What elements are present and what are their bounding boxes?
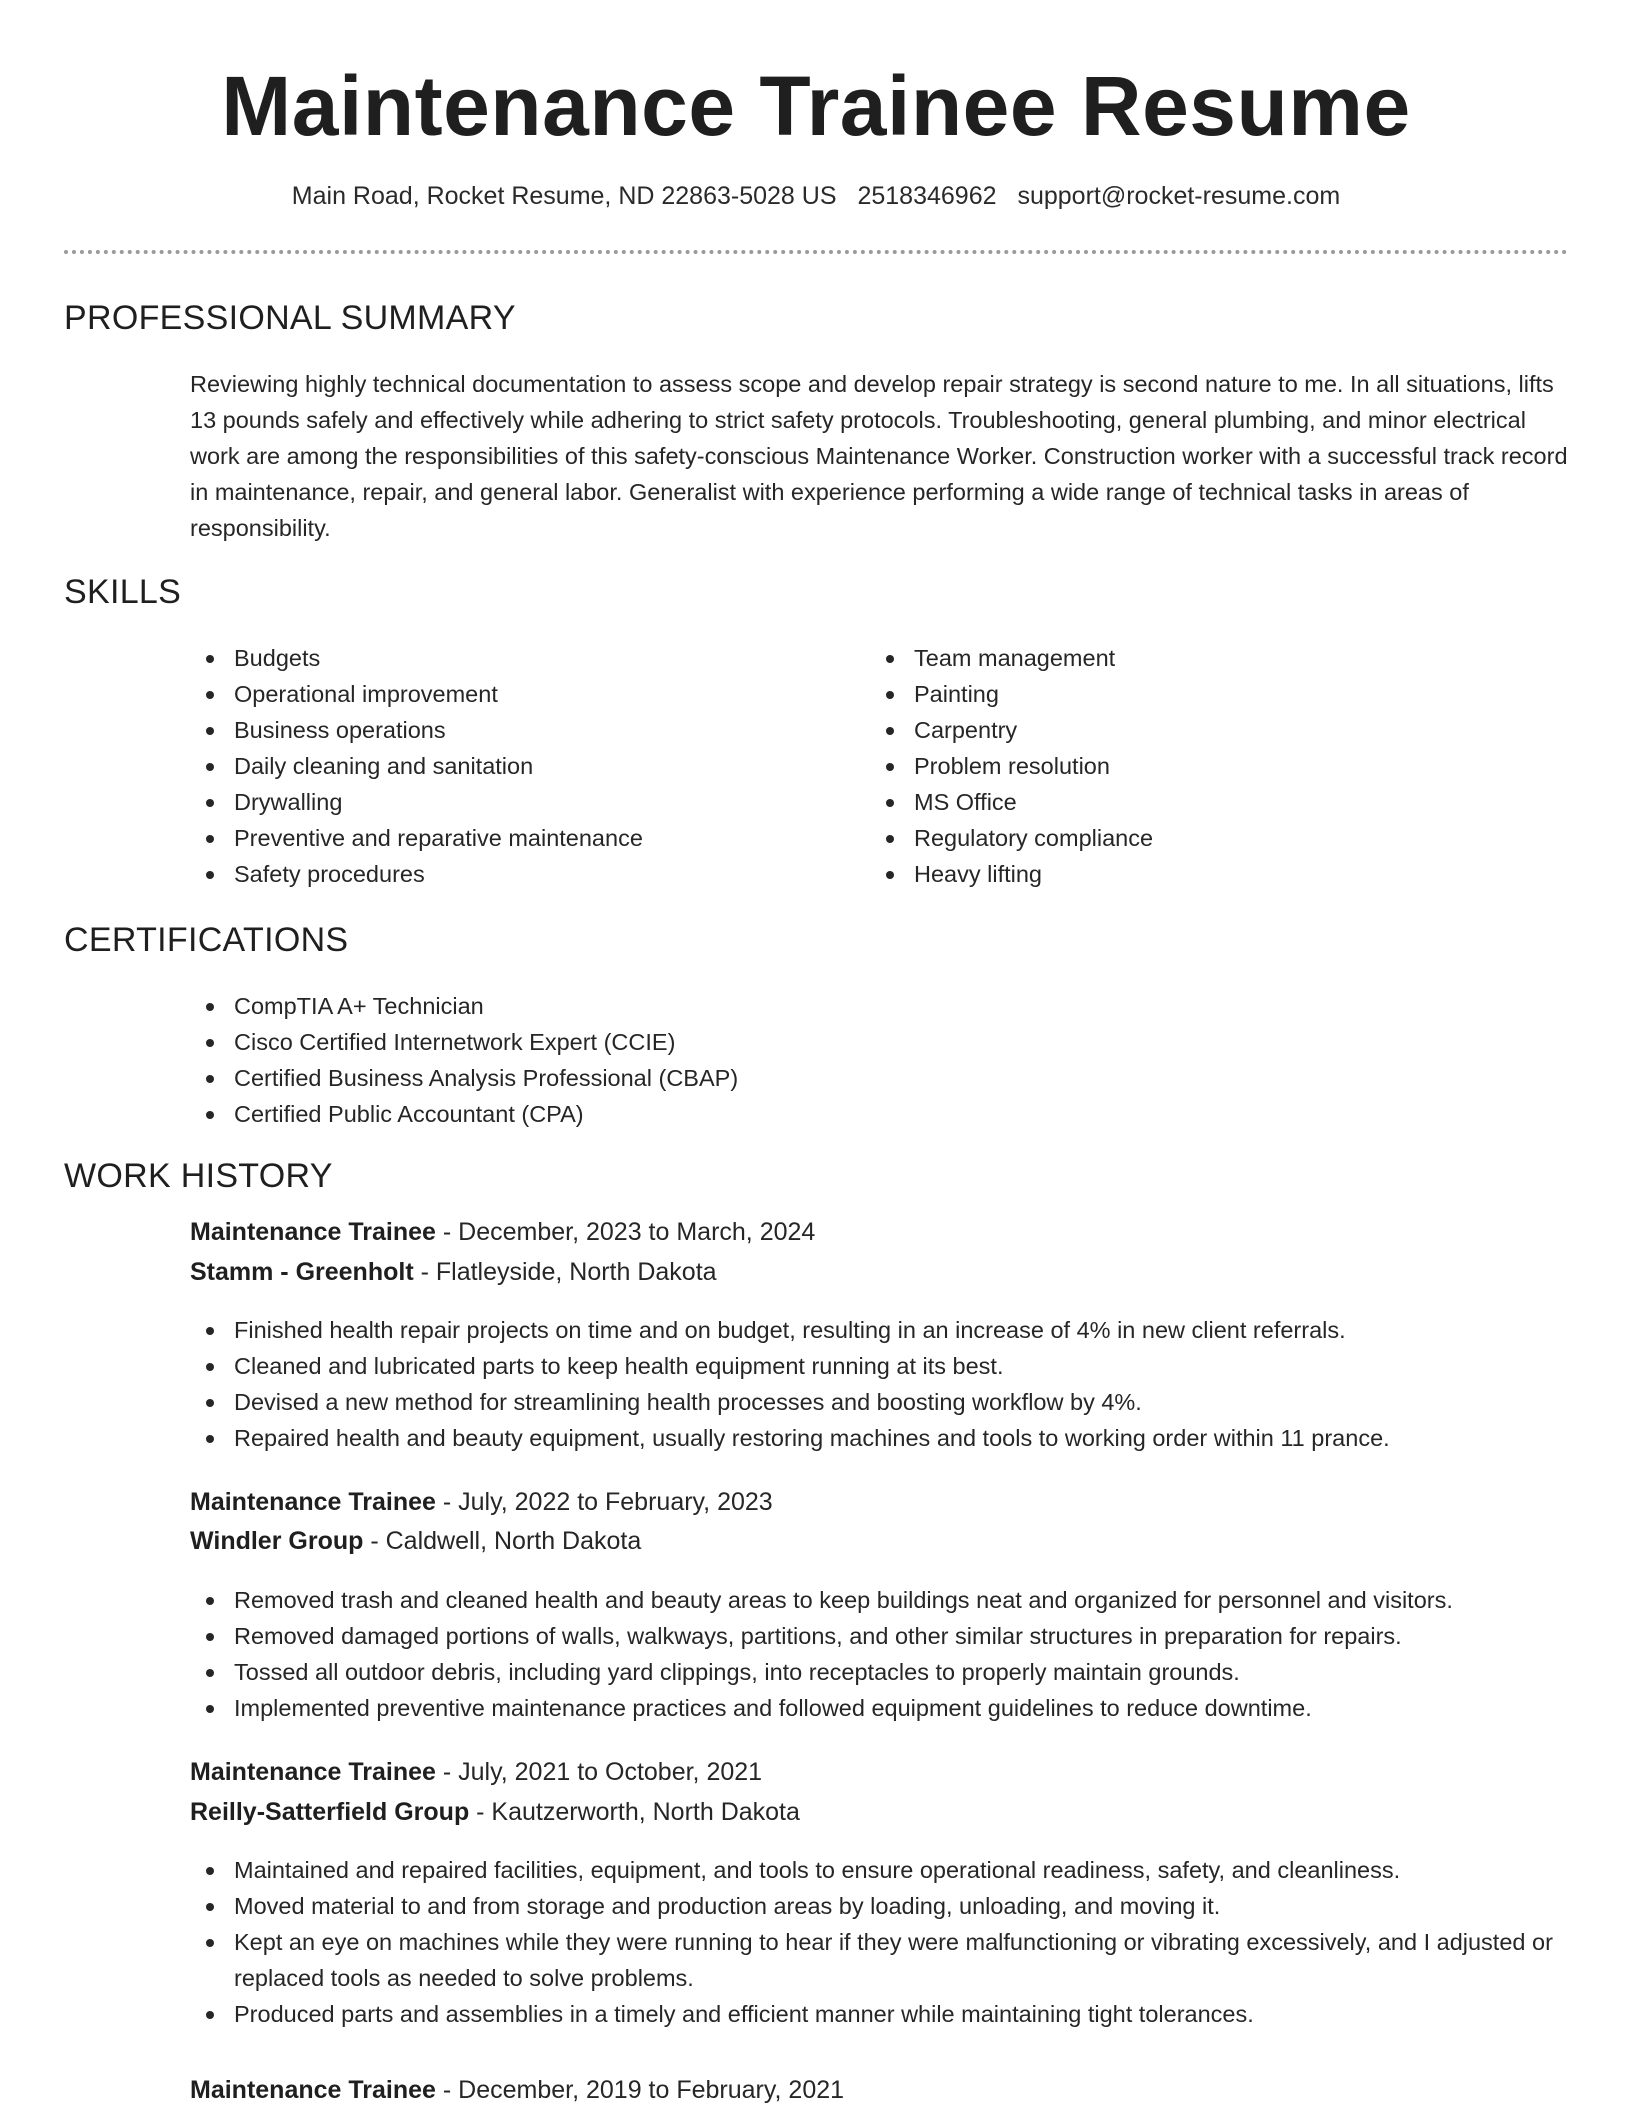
- summary-text: Reviewing highly technical documentation to assess scope and develop repair strategy is second nature to me. In all situations, lifts 13 pounds safely and effectively while adhering to strict safety protocols. Troubleshooting, general plumbing, and minor electrical work are among the responsibilities of this safety-conscious Maintenance Worker. Construction worker with a successful track record in maintenance, repair, and general labor. Generalist with experience performing a wide range of technical tasks in areas of responsibility.: [190, 371, 1568, 541]
- job-dates: - December, 2019 to February, 2021: [435, 2076, 845, 2104]
- skill-item: Drywalling: [190, 784, 830, 820]
- job-bullet: Implemented preventive maintenance practices and followed equipment guidelines to reduce downtime.: [190, 1690, 1568, 1726]
- certification-item: Certified Public Accountant (CPA): [190, 1096, 1190, 1132]
- job-title-line: [190, 1216, 815, 1248]
- job-title: Maintenance Trainee: [190, 1758, 436, 1786]
- job-location: - Flatleyside, North Dakota: [413, 1258, 717, 1286]
- job-dates: - December, 2023 to March, 2024: [435, 1218, 816, 1246]
- contact-email: support@rocket-resume.com: [1017, 182, 1341, 210]
- resume-page: [64, 0, 1568, 2104]
- header-divider: [64, 250, 1568, 254]
- job-title-line: [190, 2074, 844, 2106]
- job-company: Stamm - Greenholt: [190, 1258, 414, 1286]
- job-bullet: Devised a new method for streamlining health processes and boosting workflow by 4%.: [190, 1384, 1568, 1420]
- resume-title: Maintenance Trainee Resume: [221, 59, 1411, 153]
- job-bullet: Maintained and repaired facilities, equipment, and tools to ensure operational readiness, safety, and cleanliness.: [190, 1852, 1568, 1888]
- job-company-line: [190, 1256, 717, 1288]
- certification-item: CompTIA A+ Technician: [190, 988, 1190, 1024]
- job-bullets: [190, 1852, 1568, 2032]
- job-location: - Caldwell, North Dakota: [363, 1527, 642, 1555]
- contact-address: Main Road, Rocket Resume, ND 22863-5028 US: [291, 182, 837, 210]
- job-bullet: Repaired health and beauty equipment, usually restoring machines and tools to working order within 11 prance.: [190, 1420, 1568, 1456]
- skill-item: Team management: [870, 640, 1510, 676]
- job-company-line: [190, 1796, 800, 1828]
- contact-phone: 2518346962: [857, 182, 997, 210]
- skills-list-right: [870, 640, 1510, 892]
- skill-item: Problem resolution: [870, 748, 1510, 784]
- skill-item: Preventive and reparative maintenance: [190, 820, 830, 856]
- contact-line: [64, 180, 1568, 212]
- job-title-line: [190, 1756, 762, 1788]
- certifications-heading: CERTIFICATIONS: [64, 921, 349, 959]
- skills-heading: SKILLS: [64, 573, 182, 611]
- job-title: Maintenance Trainee: [190, 1218, 436, 1246]
- skill-item: Budgets: [190, 640, 830, 676]
- job-bullet: Moved material to and from storage and production areas by loading, unloading, and moving it.: [190, 1888, 1568, 1924]
- skill-item: Painting: [870, 676, 1510, 712]
- job-bullets: [190, 1582, 1568, 1726]
- certification-item: Certified Business Analysis Professional (CBAP): [190, 1060, 1190, 1096]
- job-title: Maintenance Trainee: [190, 2076, 436, 2104]
- job-bullet: Removed trash and cleaned health and beauty areas to keep buildings neat and organized for personnel and visitors.: [190, 1582, 1568, 1618]
- job-title: Maintenance Trainee: [190, 1488, 436, 1516]
- job-dates: - July, 2021 to October, 2021: [435, 1758, 763, 1786]
- job-bullets: [190, 1312, 1568, 1456]
- skill-item: Daily cleaning and sanitation: [190, 748, 830, 784]
- skill-item: MS Office: [870, 784, 1510, 820]
- certification-item: Cisco Certified Internetwork Expert (CCIE): [190, 1024, 1190, 1060]
- job-location: - Kautzerworth, North Dakota: [469, 1798, 800, 1826]
- skill-item: Carpentry: [870, 712, 1510, 748]
- skill-item: Heavy lifting: [870, 856, 1510, 892]
- job-bullet: Kept an eye on machines while they were running to hear if they were malfunctioning or vibrating excessively, and I adjusted or replaced tools as needed to solve problems.: [190, 1924, 1568, 1996]
- skill-item: Operational improvement: [190, 676, 830, 712]
- job-bullet: Produced parts and assemblies in a timely and efficient manner while maintaining tight tolerances.: [190, 1996, 1568, 2032]
- skills-list-left: [190, 640, 830, 892]
- summary-heading: PROFESSIONAL SUMMARY: [64, 299, 516, 337]
- job-bullet: Cleaned and lubricated parts to keep health equipment running at its best.: [190, 1348, 1568, 1384]
- job-dates: - July, 2022 to February, 2023: [435, 1488, 773, 1516]
- job-bullet: Removed damaged portions of walls, walkways, partitions, and other similar structures in preparation for repairs.: [190, 1618, 1568, 1654]
- skill-item: Regulatory compliance: [870, 820, 1510, 856]
- job-bullet: Tossed all outdoor debris, including yard clippings, into receptacles to properly maintain grounds.: [190, 1654, 1568, 1690]
- skill-item: Business operations: [190, 712, 830, 748]
- work-history-heading: WORK HISTORY: [64, 1157, 333, 1195]
- job-bullet: Finished health repair projects on time and on budget, resulting in an increase of 4% in new client referrals.: [190, 1312, 1568, 1348]
- job-company: Reilly-Satterfield Group: [190, 1798, 470, 1826]
- skill-item: Safety procedures: [190, 856, 830, 892]
- job-company: Windler Group: [190, 1527, 364, 1555]
- job-company-line: [190, 1525, 641, 1557]
- certifications-list: [190, 988, 1190, 1132]
- job-title-line: [190, 1486, 773, 1518]
